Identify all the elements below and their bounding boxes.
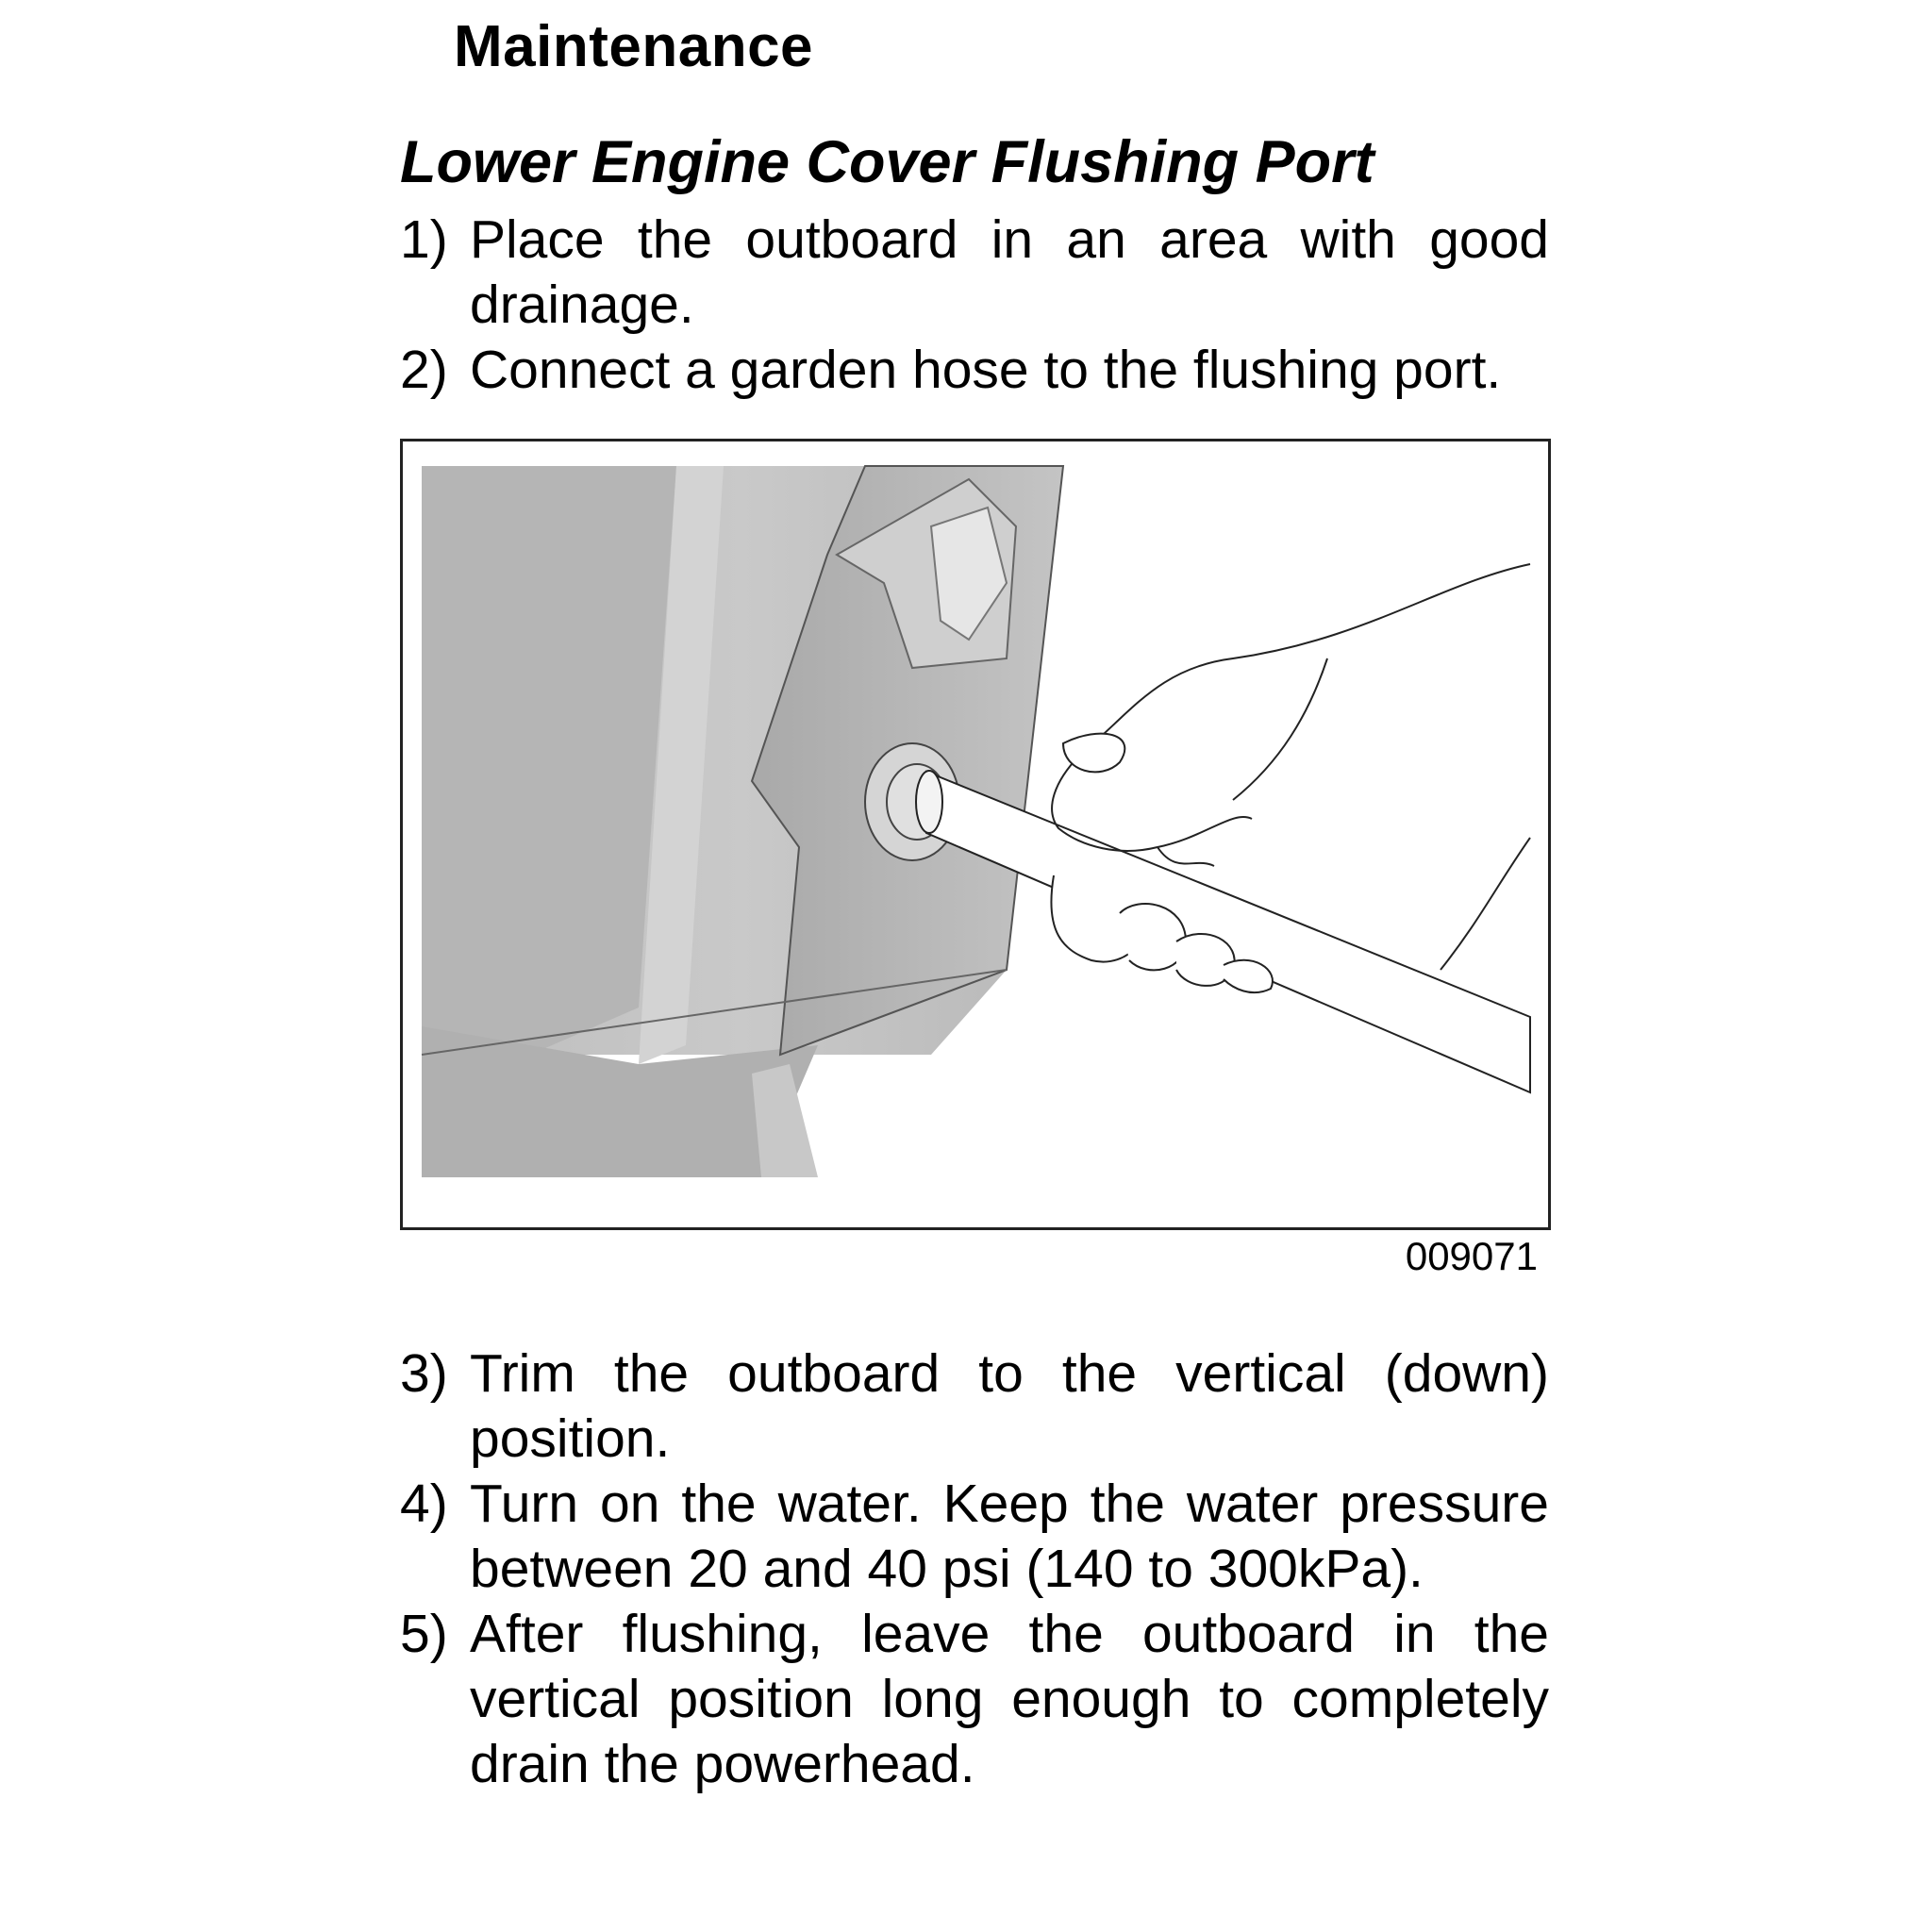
step-text: After flushing, leave the outboard in the vertical position long enough to completely drain the powerhead. bbox=[470, 1604, 1549, 1794]
step-item bbox=[400, 208, 1549, 338]
steps-list-2 bbox=[400, 1341, 1549, 1797]
step-item bbox=[400, 1341, 1549, 1472]
hose-connection-drawing bbox=[403, 441, 1548, 1227]
figure-id: 009071 bbox=[1405, 1234, 1538, 1278]
flushing-port-illustration bbox=[400, 439, 1551, 1230]
step-item bbox=[400, 1472, 1549, 1602]
steps-list-1 bbox=[400, 208, 1549, 403]
step-number: 4) bbox=[400, 1474, 448, 1534]
page-title: Lower Engine Cover Flushing Port bbox=[400, 129, 1374, 195]
step-text: Turn on the water. Keep the water pressure between 20 and 40 psi (140 to 300kPa). bbox=[470, 1474, 1549, 1599]
section-header: Maintenance bbox=[454, 14, 814, 79]
step-text: Trim the outboard to the vertical (down) position. bbox=[470, 1343, 1549, 1469]
step-number: 1) bbox=[400, 209, 448, 270]
step-text: Place the outboard in an area with good drainage. bbox=[470, 209, 1549, 335]
step-number: 5) bbox=[400, 1604, 448, 1664]
step-item bbox=[400, 1602, 1549, 1797]
step-text: Connect a garden hose to the flushing port. bbox=[470, 340, 1502, 400]
step-number: 3) bbox=[400, 1343, 448, 1404]
step-item bbox=[400, 338, 1549, 403]
step-number: 2) bbox=[400, 340, 448, 400]
